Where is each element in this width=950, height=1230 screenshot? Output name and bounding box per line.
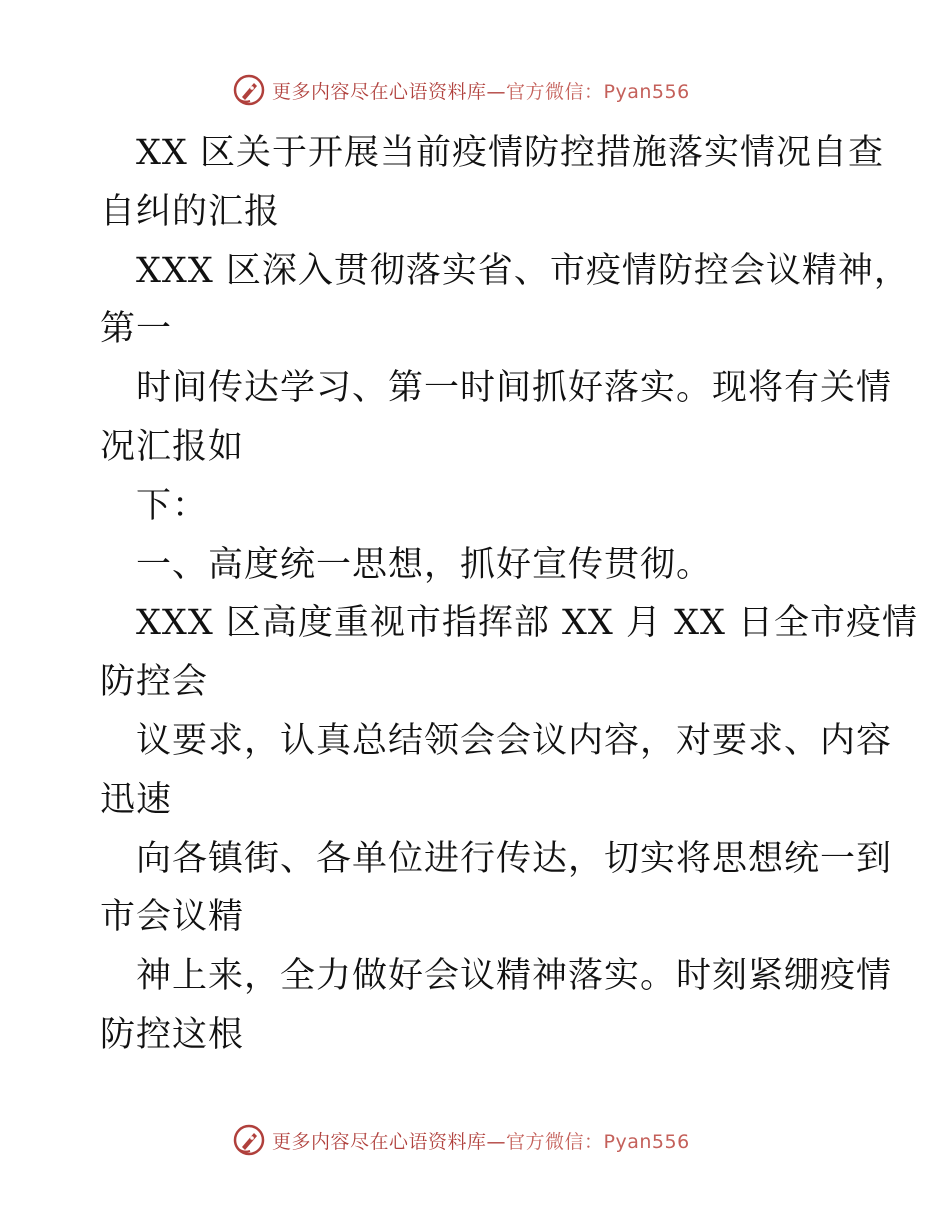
text-line: 议要求，认真总结领会会议内容，对要求、内容 xyxy=(136,720,893,761)
text-line: 自纠的汇报 xyxy=(100,191,281,232)
text-line: XXX 区高度重视市指挥部 XX 月 XX 日全市疫情 xyxy=(136,603,919,644)
pen-nib-logo-icon xyxy=(232,1123,266,1157)
banner-text xyxy=(272,1127,690,1154)
text-line: 第一 xyxy=(100,309,173,350)
banner-wechat-text: 官方微信：Pyan556 xyxy=(506,1130,690,1153)
document-body xyxy=(100,124,919,1065)
pen-nib-logo-icon xyxy=(232,73,266,107)
text-line: 市会议精 xyxy=(100,897,245,938)
banner-main-text: 更多内容尽在心语资料库— xyxy=(272,1130,507,1153)
text-line: 况汇报如 xyxy=(100,426,245,467)
text-line: XX 区关于开展当前疫情防控措施落实情况自查 xyxy=(136,133,884,173)
text-line: 神上来，全力做好会议精神落实。时刻紧绷疫情 xyxy=(136,956,893,997)
header-banner xyxy=(232,72,690,108)
text-line: 迅速 xyxy=(100,779,173,820)
text-line: 防控会 xyxy=(100,662,209,703)
text-line: 时间传达学习、第一时间抓好落实。现将有关情 xyxy=(136,368,893,409)
footer-banner xyxy=(232,1122,690,1158)
text-line: 防控这根 xyxy=(100,1014,245,1055)
text-line: XXX 区深入贯彻落实省、市疫情防控会议精神， xyxy=(136,250,910,291)
banner-text xyxy=(272,77,690,104)
banner-wechat-text: 官方微信：Pyan556 xyxy=(506,80,690,103)
banner-main-text: 更多内容尽在心语资料库— xyxy=(272,80,507,103)
section-heading: 一、高度统一思想，抓好宣传贯彻。 xyxy=(136,544,713,585)
text-line: 下： xyxy=(136,485,209,526)
text-line: 向各镇街、各单位进行传达，切实将思想统一到 xyxy=(136,838,893,879)
